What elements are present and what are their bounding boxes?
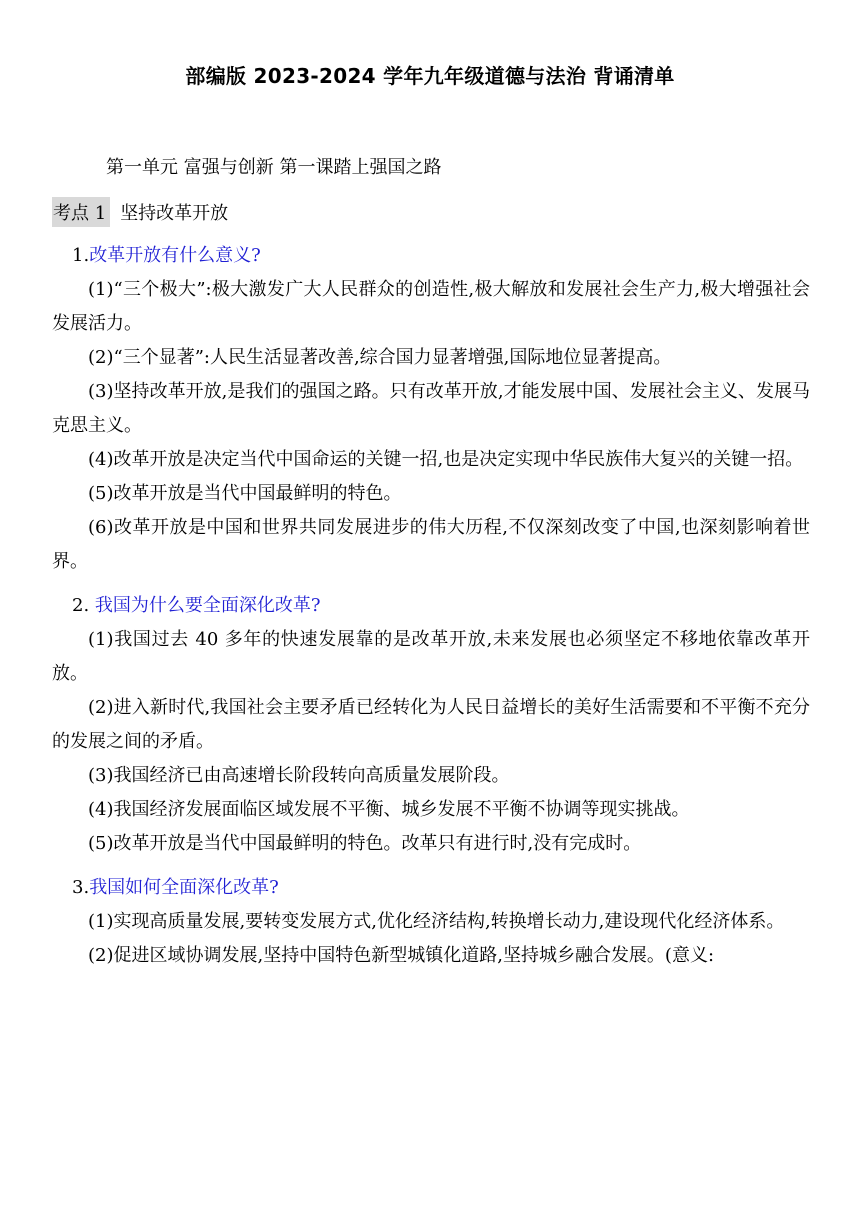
kaodian-heading <box>52 197 228 227</box>
question-1 <box>52 239 810 273</box>
question-text: 我国为什么要全面深化改革? <box>89 595 321 616</box>
answer-point: (5)改革开放是当代中国最鲜明的特色。改革只有进行时,没有完成时。 <box>88 833 642 854</box>
answer-point: (3)坚持改革开放,是我们的强国之路。只有改革开放,才能发展中国、发展社会主义、发展马克思主义。 <box>52 381 810 436</box>
kaodian-title: 坚持改革开放 <box>120 203 229 224</box>
answer-point: (2)促进区域协调发展,坚持中国特色新型城镇化道路,坚持城乡融合发展。(意义: <box>88 945 715 966</box>
question-text: 我国如何全面深化改革? <box>89 877 279 898</box>
answer-point: (1)“三个极大”:极大激发广大人民群众的创造性,极大解放和发展社会生产力,极大增强社会发展活力。 <box>52 279 810 334</box>
answer-point: (5)改革开放是当代中国最鲜明的特色。 <box>88 483 402 504</box>
unit-heading: 第一单元 富强与创新 第一课踏上强国之路 <box>106 157 442 178</box>
question-2 <box>52 589 810 623</box>
answer-point: (1)我国过去 40 多年的快速发展靠的是改革开放,未来发展也必须坚定不移地依靠改革开放。 <box>52 629 810 684</box>
answer-point: (2)“三个显著”:人民生活显著改善,综合国力显著增强,国际地位显著提高。 <box>88 347 672 368</box>
question-number: 3. <box>72 877 90 898</box>
answer-point: (3)我国经济已由高速增长阶段转向高质量发展阶段。 <box>88 765 510 786</box>
question-3 <box>52 871 810 905</box>
answer-point: (2)进入新时代,我国社会主要矛盾已经转化为人民日益增长的美好生活需要和不平衡不充分的发展之间的矛盾。 <box>52 697 810 752</box>
answer-point: (6)改革开放是中国和世界共同发展进步的伟大历程,不仅深刻改变了中国,也深刻影响着世界。 <box>52 517 810 572</box>
answer-point: (1)实现高质量发展,要转变发展方式,优化经济结构,转换增长动力,建设现代化经济体系。 <box>88 911 785 932</box>
document-body <box>52 239 810 973</box>
kaodian-tag: 考点 1 <box>52 197 110 227</box>
question-number: 2. <box>72 595 90 616</box>
answer-point: (4)我国经济发展面临区域发展不平衡、城乡发展不平衡不协调等现实挑战。 <box>88 799 690 820</box>
answer-point: (4)改革开放是决定当代中国命运的关键一招,也是决定实现中华民族伟大复兴的关键一招。 <box>88 449 804 470</box>
document-title: 部编版 2023-2024 学年九年级道德与法治 背诵清单 <box>185 64 675 88</box>
question-text: 改革开放有什么意义? <box>89 245 261 266</box>
question-number: 1. <box>72 245 90 266</box>
